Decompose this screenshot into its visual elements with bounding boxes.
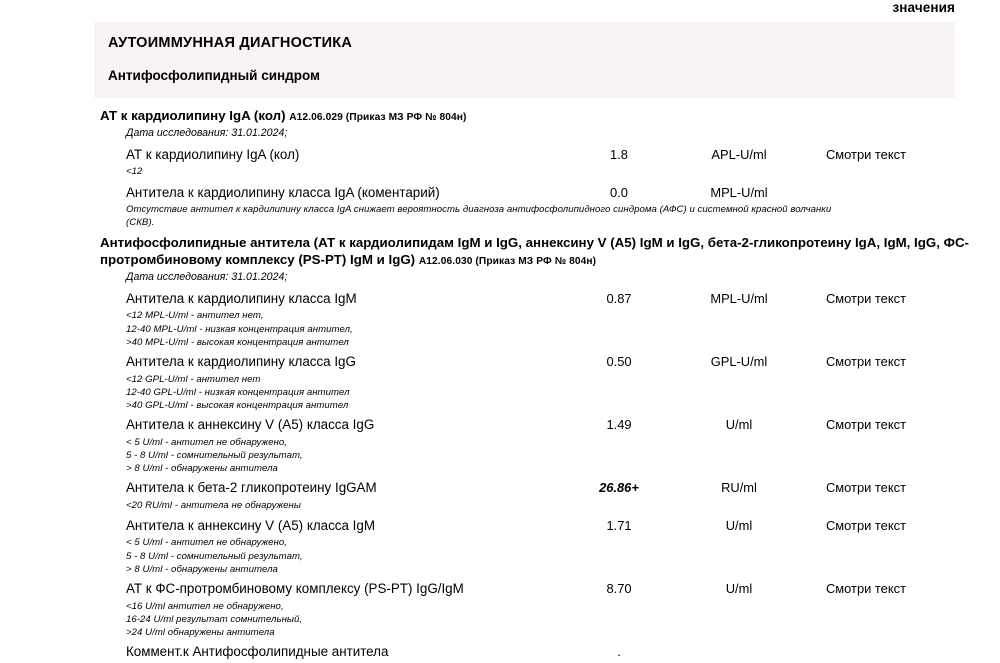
result-reference: Смотри текст bbox=[826, 147, 906, 163]
result-note-line: 5 - 8 U/ml - сомнительный результат, bbox=[126, 449, 303, 461]
result-note-line: <12 MPL-U/ml - антител нет, bbox=[126, 310, 264, 322]
result-name: Антитела к кардиолипину класса IgM bbox=[126, 290, 357, 306]
result-note-line: <16 U/ml антител не обнаружено, bbox=[126, 600, 284, 612]
result-note-line: < 5 U/ml - антител не обнаружено, bbox=[126, 537, 287, 549]
result-reference: Смотри текст bbox=[826, 354, 906, 370]
result-unit: GPL-U/ml bbox=[710, 354, 768, 370]
result-note-block bbox=[94, 499, 1000, 514]
panel-heading bbox=[94, 105, 1000, 124]
result-note-block bbox=[94, 436, 1000, 477]
result-note-line: 16-24 U/ml результат сомнительный, bbox=[126, 613, 303, 625]
column-header-strip bbox=[0, 0, 1000, 22]
result-row bbox=[94, 514, 1000, 536]
result-value: 0.87 bbox=[606, 290, 632, 306]
result-note-line: >40 GPL-U/ml - высокая концентрация антител bbox=[126, 399, 349, 411]
result-row bbox=[94, 413, 1000, 435]
panel-study-date: Дата исследования: 31.01.2024; bbox=[126, 270, 288, 283]
result-reference: Смотри текст bbox=[826, 417, 906, 433]
result-value: 8.70 bbox=[606, 581, 632, 597]
panel-heading-text: АТ к кардиолипину IgA (кол) bbox=[100, 107, 286, 123]
result-note-line: 12-40 GPL-U/ml - низкая концентрация антител bbox=[126, 386, 350, 398]
result-note-line: >40 MPL-U/ml - высокая концентрация антител bbox=[126, 336, 349, 348]
result-reference: Смотри текст bbox=[826, 480, 906, 496]
result-unit: U/ml bbox=[725, 518, 753, 533]
result-row bbox=[94, 181, 1000, 203]
result-note-line: <12 GPL-U/ml - антител нет bbox=[126, 373, 261, 385]
result-name: Антитела к бета-2 гликопротеину IgGAM bbox=[126, 480, 377, 496]
result-name: Антитела к кардиолипину класса IgG bbox=[126, 354, 356, 370]
result-note-line: Отсутствие антител к кардилипину класса IgA снижает вероятность диагноза антифосфолипидного синдрома (АФС) и системной красной волчанки bbox=[126, 204, 832, 216]
result-name: Коммент.к Антифосфолипидные антитела bbox=[126, 644, 389, 660]
result-note-block bbox=[94, 309, 1000, 350]
result-note-block bbox=[94, 600, 1000, 641]
section-title: АУТОИММУННАЯ ДИАГНОСТИКА bbox=[108, 35, 353, 51]
result-unit: U/ml bbox=[725, 417, 753, 433]
result-value: 1.8 bbox=[610, 147, 628, 163]
result-note-line: <20 RU/ml - антитела не обнаружены bbox=[126, 499, 301, 511]
result-note-line: >24 U/ml обнаружены антитела bbox=[126, 627, 275, 639]
result-note-line: > 8 U/ml - обнаружены антитела bbox=[126, 563, 278, 575]
result-note-line: (СКВ). bbox=[126, 217, 155, 229]
result-row bbox=[94, 350, 1000, 372]
result-unit: MPL-U/ml bbox=[710, 290, 768, 306]
result-unit: U/ml bbox=[725, 581, 753, 597]
result-name: Антитела к аннексину V (A5) класса IgG bbox=[126, 417, 375, 433]
report-body bbox=[94, 98, 1000, 663]
result-unit: APL-U/ml bbox=[711, 147, 767, 163]
result-note-line: 5 - 8 U/ml - сомнительный результат, bbox=[126, 550, 303, 562]
result-row bbox=[94, 640, 1000, 662]
result-note-block bbox=[94, 203, 1000, 231]
result-note-block bbox=[94, 373, 1000, 414]
panel-procedure-code: A12.06.030 (Приказ МЗ РФ № 804н) bbox=[418, 255, 597, 267]
result-note-line: < 5 U/ml - антител не обнаружено, bbox=[126, 436, 287, 448]
result-row bbox=[94, 577, 1000, 599]
result-row bbox=[94, 476, 1000, 498]
result-reference: Смотри текст bbox=[826, 518, 906, 533]
result-value-abnormal: 26.86+ bbox=[599, 480, 639, 496]
result-reference: Смотри текст bbox=[826, 581, 906, 597]
result-row bbox=[94, 287, 1000, 309]
panel-procedure-code: A12.06.029 (Приказ МЗ РФ № 804н) bbox=[289, 111, 467, 123]
result-reference: Смотри текст bbox=[826, 290, 906, 306]
panel-heading bbox=[94, 232, 1000, 268]
result-note-block bbox=[94, 536, 1000, 577]
result-value: 1.49 bbox=[606, 417, 632, 433]
result-name: АТ к ФС-протромбиновому комплексу (PS-PT) IgG/IgM bbox=[126, 581, 464, 597]
section-subtitle: Антифосфолипидный синдром bbox=[108, 68, 321, 84]
result-unit: MPL-U/ml bbox=[710, 184, 768, 200]
column-header-reference-values: значения bbox=[892, 0, 955, 15]
result-name: Антитела к аннексину V (A5) класса IgM bbox=[126, 518, 375, 533]
result-value: . bbox=[617, 644, 621, 660]
result-name: Антитела к кардиолипину класса IgA (коментарий) bbox=[126, 184, 440, 200]
result-note-line: > 8 U/ml - обнаружены антитела bbox=[126, 463, 278, 475]
panel-study-date: Дата исследования: 31.01.2024; bbox=[126, 126, 288, 139]
result-row bbox=[94, 143, 1000, 165]
result-value: 1.71 bbox=[606, 518, 632, 533]
result-value: 0.50 bbox=[606, 354, 632, 370]
result-unit: RU/ml bbox=[721, 480, 757, 496]
result-name: АТ к кардиолипину IgA (кол) bbox=[126, 147, 300, 163]
section-header-band bbox=[94, 22, 955, 98]
panel-heading-text: Антифосфолипидные антитела (АТ к кардиолипидам IgM и IgG, аннексину V (A5) IgM и IgG, бета-2-гликопротеину IgA, IgM, IgG, ФС-протромбиновому комплексу (PS-PT) IgM и IgG) bbox=[100, 234, 969, 267]
result-note-line: <12 bbox=[126, 166, 143, 178]
result-note-block bbox=[94, 165, 1000, 180]
result-value: 0.0 bbox=[610, 184, 628, 200]
result-note-line: 12-40 MPL-U/ml - низкая концентрация антител, bbox=[126, 323, 353, 335]
